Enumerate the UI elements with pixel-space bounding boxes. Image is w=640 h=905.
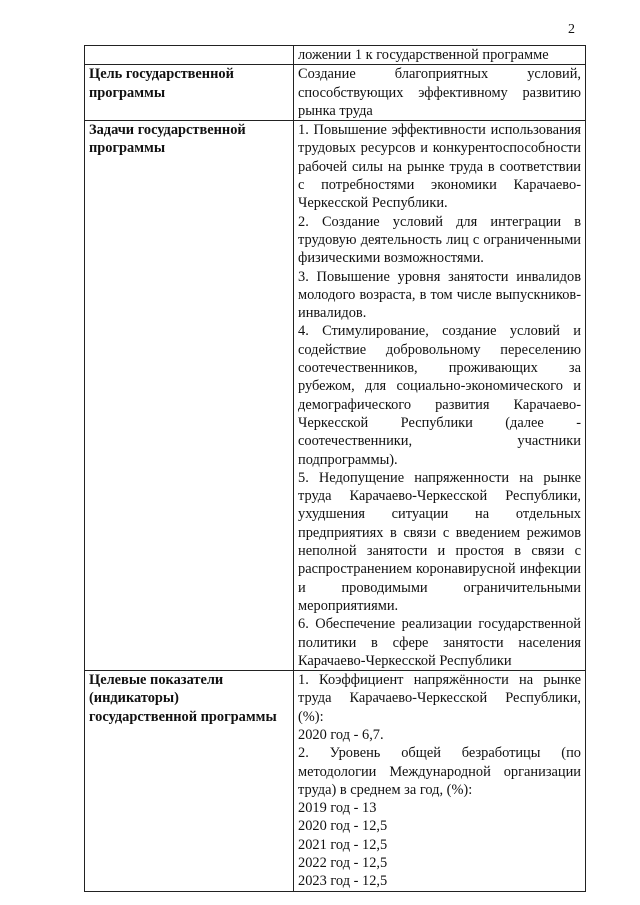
value-paragraph: 6. Обеспечение реализации государственной политики в сфере занятости населения Карачаево-Черкесской Республики xyxy=(298,616,581,669)
row-value xyxy=(294,65,586,121)
row-label xyxy=(85,46,294,65)
table-row xyxy=(85,65,586,121)
value-line: 2020 год - 6,7. xyxy=(298,726,384,743)
table-row xyxy=(85,671,586,892)
value-paragraph: 2. Уровень общей безработицы (по методологии Международной организации труда) в среднем за год, (%): xyxy=(298,745,581,798)
value-paragraph: 5. Недопущение напряженности на рынке труда Карачаево-Черкесской Республики, ухудшения ситуации на отдельных предприятиях в связи с введением режимов неполной занятости и простоя в связи с распространением коронавирусной инфекции и проводимыми ограничительными мероприятиями. xyxy=(298,469,581,614)
value-paragraph: 4. Стимулирование, создание условий и содействие добровольному переселению соотечественников, проживающих за рубежом, для социально-экономического и демографического развития Карачаево-Черкесской Республики (далее - соотечественники, участники подпрограммы). xyxy=(298,323,581,468)
value-paragraph: ложении 1 к государственной программе xyxy=(298,47,549,63)
row-label: Задачи государственной программы xyxy=(85,121,294,671)
value-line: 2023 год - 12,5 xyxy=(298,873,388,890)
value-line: 2020 год - 12,5 xyxy=(298,818,388,835)
row-label: Цель государственной программы xyxy=(85,65,294,121)
page-number: 2 xyxy=(568,22,575,37)
value-paragraph: 1. Повышение эффективности использования трудовых ресурсов и конкурентоспособности рабочей силы на рынке труда в соответствии с потребностями экономики Карачаево-Черкесской Республики. xyxy=(298,122,581,212)
row-value xyxy=(294,671,586,892)
value-line: 2019 год - 13 xyxy=(298,800,377,817)
program-passport-table xyxy=(84,45,586,892)
row-label: Целевые показатели (индикаторы) государственной программы xyxy=(85,671,294,892)
row-value xyxy=(294,46,586,65)
value-paragraph: 2. Создание условий для интеграции в трудовую деятельность лиц с ограниченными физическими возможностями. xyxy=(298,213,581,267)
value-paragraph: Создание благоприятных условий, способствующих эффективному развитию рынка труда xyxy=(298,66,581,119)
table-row xyxy=(85,121,586,671)
value-paragraph: 1. Коэффициент напряжённости на рынке труда Карачаево-Черкесской Республики, (%): xyxy=(298,672,581,725)
value-line: 2022 год - 12,5 xyxy=(298,855,388,872)
value-paragraph: 3. Повышение уровня занятости инвалидов молодого возраста, в том числе выпускников-инвалидов. xyxy=(298,268,581,322)
row-value xyxy=(294,121,586,671)
table-row xyxy=(85,46,586,65)
value-line: 2021 год - 12,5 xyxy=(298,836,388,853)
